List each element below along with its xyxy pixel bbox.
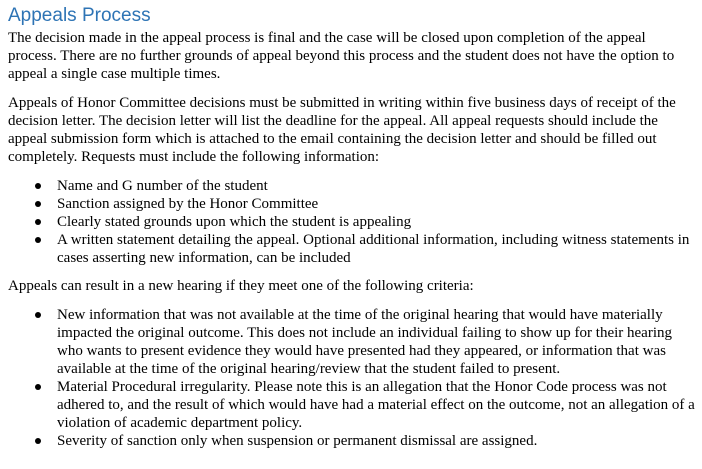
criteria-intro-paragraph: Appeals can result in a new hearing if they meet one of the following criteria:: [8, 278, 474, 294]
list-item: [8, 177, 696, 195]
list-item-text: Sanction assigned by the Honor Committee: [57, 196, 319, 212]
section-heading: Appeals Process: [8, 5, 151, 26]
list-item-text: Clearly stated grounds upon which the student is appealing: [57, 214, 412, 230]
bullet-icon: [35, 438, 41, 444]
list-item: [8, 213, 696, 231]
list-item-text: Severity of sanction only when suspension or permanent dismissal are assigned.: [57, 433, 538, 449]
bullet-icon: [35, 312, 41, 318]
list-item: [8, 378, 696, 432]
list-item-text: A written statement detailing the appeal. Optional additional information, including witness statements in cases asserting new information, can be included: [57, 232, 690, 266]
list-item-text: Material Procedural irregularity. Please note this is an allegation that the Honor Code process was not adhered to, and the result of which would have had a material effect on the outcome, not an allegation of a violation of academic department policy.: [57, 379, 695, 431]
criteria-list: [8, 306, 696, 450]
list-item-text: Name and G number of the student: [57, 178, 268, 194]
bullet-icon: [35, 237, 41, 243]
bullet-icon: [35, 384, 41, 390]
list-item-text: New information that was not available at the time of the original hearing that would have materially impacted the original outcome. This does not include an individual failing to show up for their hearing who wants to present evidence they would have presented had they appeared, or information that was available at the time of the original hearing/review that the student failed to present.: [57, 307, 672, 377]
required-information-list: [8, 177, 696, 267]
bullet-icon: [35, 183, 41, 189]
list-item: [8, 306, 696, 378]
list-item: [8, 432, 696, 450]
list-item: [8, 195, 696, 213]
finality-paragraph: The decision made in the appeal process is final and the case will be closed upon completion of the appeal process. There are no further grounds of appeal beyond this process and the student does not have the option to appeal a single case multiple times.: [8, 30, 675, 82]
bullet-icon: [35, 219, 41, 225]
list-item: [8, 231, 696, 267]
submission-paragraph: Appeals of Honor Committee decisions must be submitted in writing within five business days of receipt of the decision letter. The decision letter will list the deadline for the appeal. All appeal requests should include the appeal submission form which is attached to the email containing the decision letter and should be filled out completely. Requests must include the following information:: [8, 95, 676, 165]
bullet-icon: [35, 201, 41, 207]
document-page: [8, 4, 696, 460]
